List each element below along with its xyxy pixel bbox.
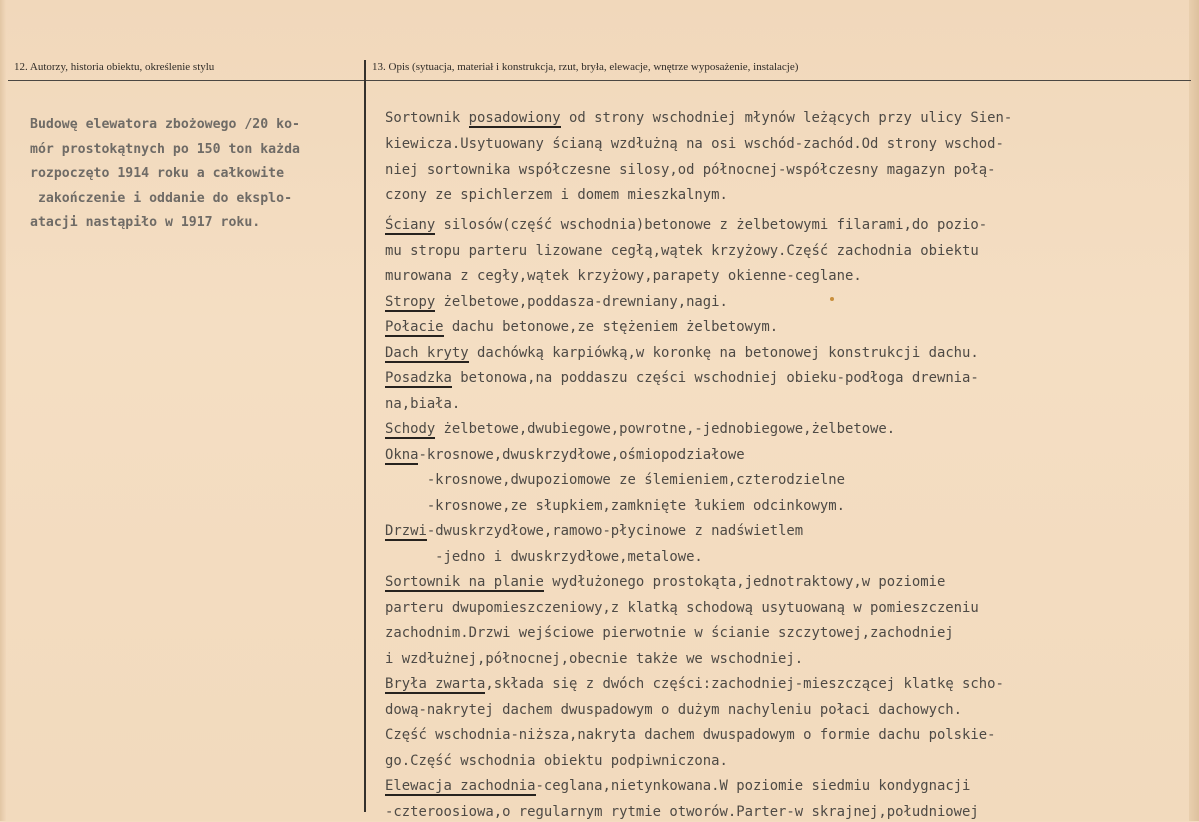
description-line: Sortownik na planie wydłużonego prostokąta,jednotraktowy,w poziomie (385, 574, 946, 590)
description-line: Dach kryty dachówką karpiówką,w koronkę na betonowej konstrukcji dachu. (385, 345, 979, 361)
description-line: Okna-krosnowe,dwuskrzydłowe,ośmiopodziałowe (385, 447, 745, 463)
description-line: -krosnowe,ze słupkiem,zamknięte łukiem odcinkowym. (385, 498, 845, 514)
history-line: mór prostokątnych po 150 ton każda (30, 141, 300, 157)
column-divider (364, 60, 366, 812)
description-line: -jedno i dwuskrzydłowe,metalowe. (385, 549, 703, 565)
paper-edge-left (0, 0, 6, 821)
description-line: murowana z cegły,wątek krzyżowy,parapety okienne-ceglane. (385, 268, 862, 284)
history-line: atacji nastąpiło w 1917 roku. (30, 215, 261, 230)
description-line: Drzwi-dwuskrzydłowe,ramowo-płycinowe z nadświetlem (385, 523, 804, 539)
header-rule (8, 80, 1191, 81)
description-line: kiewicza.Usytuowany ścianą wzdłużną na osi wschód-zachód.Od strony wschod- (385, 136, 1004, 152)
history-line: zakończenie i oddanie do eksplo- (30, 190, 293, 206)
paper-edge-right (1189, 0, 1199, 821)
description-line: -krosnowe,dwupoziomowe ze ślemieniem,czterodzielne (385, 472, 845, 488)
description-line: niej sortownika współczesne silosy,od północnej-współczesny magazyn połą- (385, 162, 996, 178)
description-line: Część wschodnia-niższa,nakryta dachem dwuspadowym o formie dachu polskie- (385, 727, 996, 743)
section-12-header: 12. Autorzy, historia obiektu, określenie stylu (14, 61, 215, 73)
history-line: rozpoczęto 1914 roku a całkowite (30, 166, 285, 181)
history-line: Budowę elewatora zbożowego /20 ko- (30, 117, 300, 132)
description-line: Schody żelbetowe,dwubiegowe,powrotne,-jednobiegowe,żelbetowe. (385, 421, 896, 437)
description-line: Stropy żelbetowe,poddasza-drewniany,nagi. (385, 294, 728, 310)
description-line: Elewacja zachodnia-ceglana,nietynkowana.W poziomie siedmiu kondygnacji (385, 778, 971, 794)
description-line: mu stropu parteru lizowane cegłą,wątek krzyżowy.Część zachodnia obiektu (385, 243, 979, 259)
description-line: go.Część wschodnia obiektu podpiwniczona. (385, 753, 728, 769)
description-line: na,biała. (385, 396, 461, 412)
description-line: parteru dwupomieszczeniowy,z klatką schodową usytuowaną w pomieszczeniu (385, 600, 979, 616)
description-line: Posadzka betonowa,na poddaszu części wschodniej obieku-podłoga drewnia- (385, 370, 979, 386)
paper-stain (830, 297, 834, 301)
description-line: czony ze spichlerzem i domem mieszkalnym. (385, 187, 728, 203)
description-line: Bryła zwarta,składa się z dwóch części:zachodniej-mieszczącej klatkę scho- (385, 676, 1004, 692)
description-line: zachodnim.Drzwi wejściowe pierwotnie w ścianie szczytowej,zachodniej (385, 625, 954, 641)
description-line: Ściany silosów(część wschodnia)betonowe z żelbetowymi filarami,do pozio- (385, 217, 988, 233)
history-text (30, 113, 360, 236)
description-line: -czteroosiowa,o regularnym rytmie otworów.Parter-w skrajnej,południowej (385, 804, 979, 820)
description-line: i wzdłużnej,północnej,obecnie także we wschodniej. (385, 651, 804, 667)
section-13-header: 13. Opis (sytuacja, materiał i konstrukcja, rzut, bryła, elewacje, wnętrze wyposażenie, instalacje) (372, 61, 799, 73)
description-line: Połacie dachu betonowe,ze stężeniem żelbetowym. (385, 319, 779, 335)
description-line: Sortownik posadowiony od strony wschodniej młynów leżących przy ulicy Sien- (385, 110, 1013, 126)
description-line: dową-nakrytej dachem dwuspadowym o dużym nachyleniu połaci dachowych. (385, 702, 963, 718)
